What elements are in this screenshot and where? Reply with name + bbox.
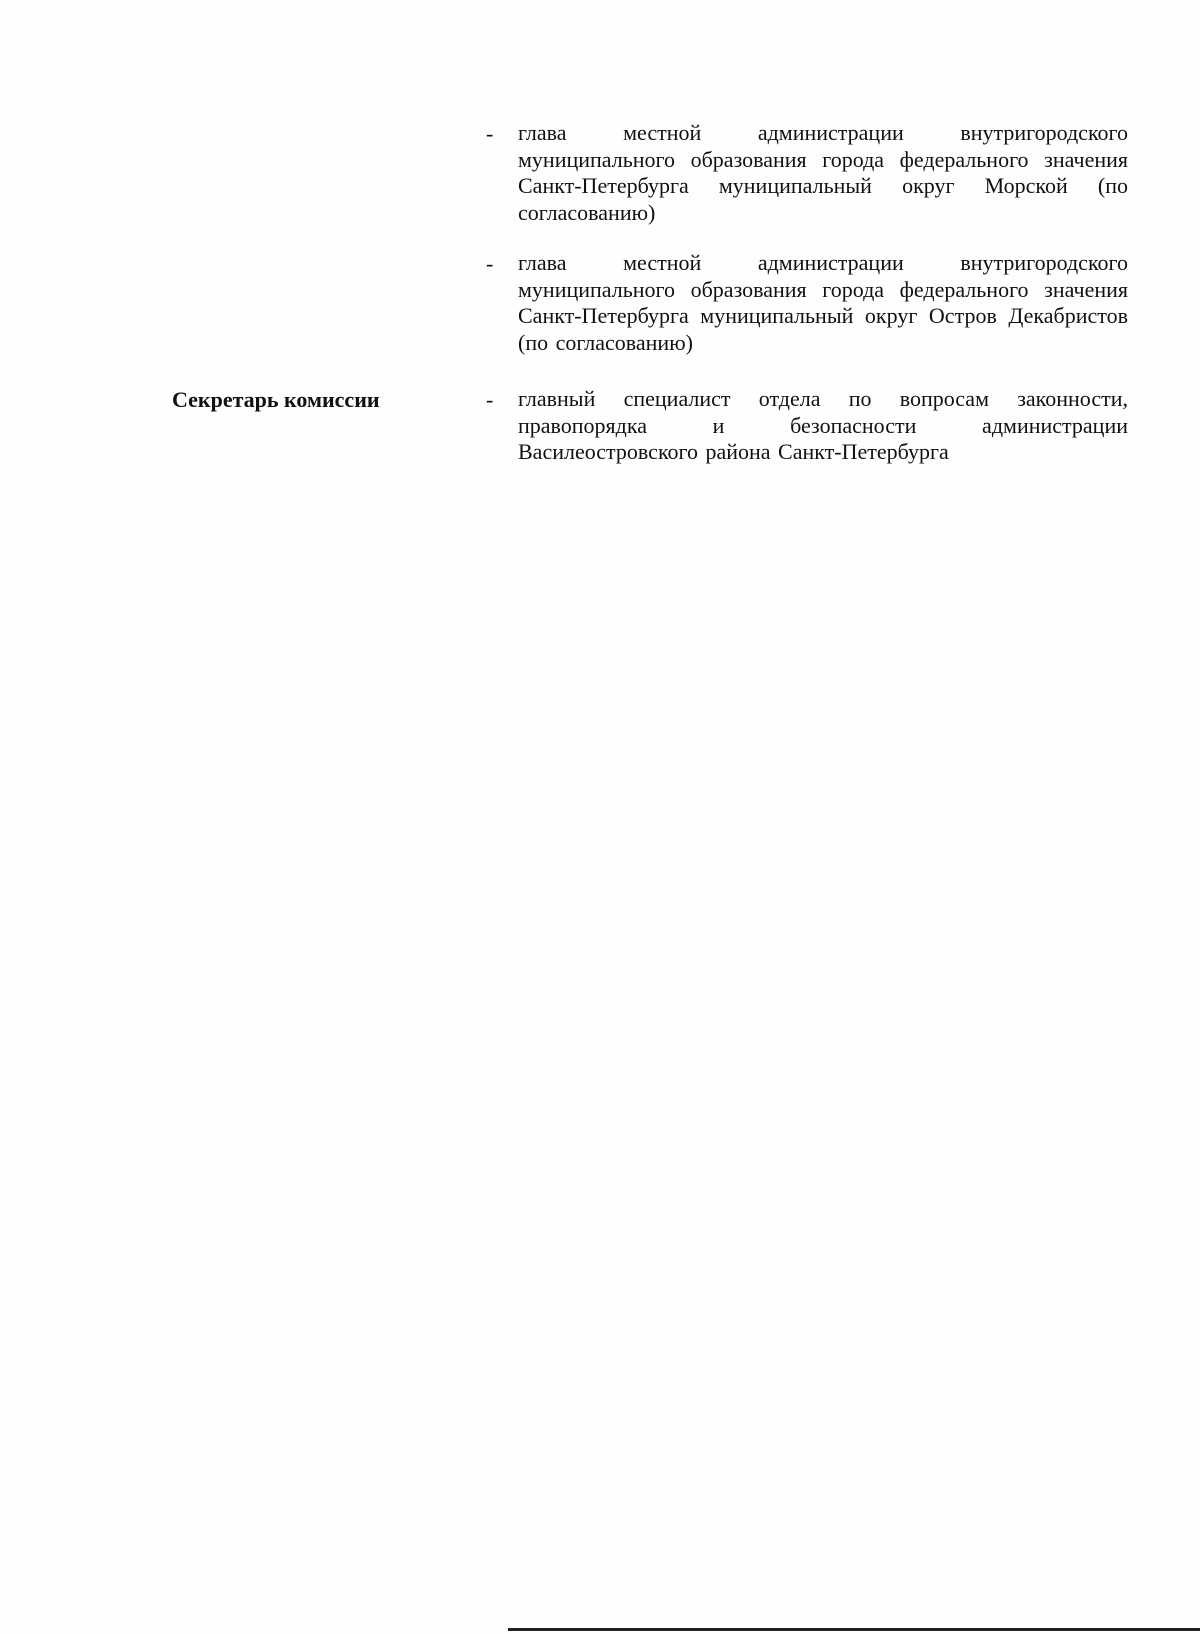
member-description: глава местной администрации внутригородского муниципального образования города федерального значения Санкт-Петербурга муниципальный округ Остров Декабристов (по согласованию) [518,250,1128,355]
list-dash: - [486,251,494,276]
bottom-edge-line [508,1628,1200,1631]
list-dash: - [486,387,494,412]
secretary-description: главный специалист отдела по вопросам законности, правопорядка и безопасности администрации Василеостровского района Санкт-Петербурга [518,386,1128,464]
secretary-role-label: Секретарь комиссии [172,387,380,412]
list-dash: - [486,121,494,146]
member-description: глава местной администрации внутригородского муниципального образования города федерального значения Санкт-Петербурга муниципальный округ Морской (по согласованию) [518,120,1128,225]
